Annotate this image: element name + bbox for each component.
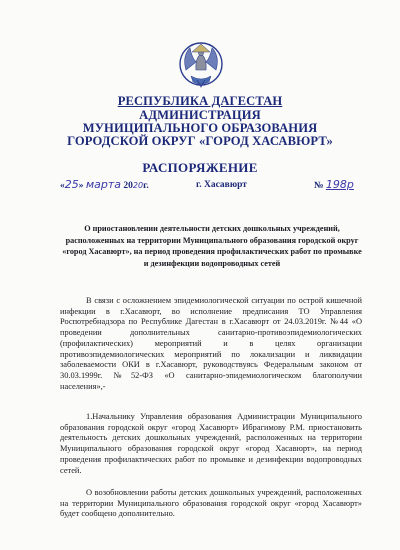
document-title: О приостановлении деятельности детских дошкольных учреждений, расположенных на территории Муниципального образования городской округ «город Хасавюрт», на период проведения профилактических работ по промывке и дезинфекции водопроводных сетей bbox=[62, 224, 362, 269]
header-administration: АДМИНИСТРАЦИЯ bbox=[139, 108, 261, 122]
date-close-quote: » bbox=[78, 181, 84, 191]
document-city: г. Хасавюрт bbox=[196, 180, 247, 190]
date-year-hand: 20 bbox=[132, 181, 144, 190]
document-type: РАСПОРЯЖЕНИЕ bbox=[142, 160, 258, 175]
dagestan-coat-of-arms-icon bbox=[178, 40, 224, 90]
header-municipal: МУНИЦИПАЛЬНОГО ОБРАЗОВАНИЯ bbox=[82, 121, 318, 135]
date-open-quote: « bbox=[60, 181, 65, 191]
date-day: 25 bbox=[64, 178, 79, 191]
date-month: марта bbox=[85, 178, 122, 191]
date-year: 20 bbox=[123, 181, 133, 191]
number-value: 198р bbox=[325, 178, 354, 191]
header-district: ГОРОДСКОЙ ОКРУГ «ГОРОД ХАСАВЮРТ» bbox=[67, 134, 333, 148]
paragraph-resumption: О возобновлении работы детских дошкольных учреждений, расположенных на территории Муниципального образования городской округ «город Хасавюрт» будет сообщено дополнительно. bbox=[60, 488, 362, 519]
paragraph-preamble: В связи с осложнением эпидемиологической ситуации по острой кишечной инфекции в г.Хасавюрт, во исполнение предписания ТО Управления Роспотребнадзора по Республике Дагестан в г.Хасавюрт от 24.03.2019г. №44 «О проведении дополнительных санитарно-противоэпидемиологических (профилактических) мероприятий и в целях организации противоэпидемиологических мероприятий по локализации и ликвидации заболеваемости ОКИ в г.Хасавюрт, руководствуясь Федеральным законом от 30.03.1999г. №52-ФЗ «О санитарно-эпидемиологическом благополучии населения»,- bbox=[60, 296, 362, 391]
document-meta bbox=[60, 178, 372, 198]
document-date bbox=[60, 178, 149, 191]
number-label: № bbox=[314, 181, 324, 191]
paragraph-order-1: 1.Начальнику Управления образования Администрации Муниципального образования городской округ «город Хасавюрт» Ибрагимову Р.М. приостановить деятельность детских дошкольных учреждений, расположенных на территории Муниципального образования городской округ «город Хасавюрт», на период проведения профилактических работ по промывке и дезинфекции водопроводных сетей. bbox=[60, 412, 362, 475]
date-suffix: г. bbox=[143, 181, 149, 191]
document-number bbox=[314, 178, 354, 191]
header-republic: РЕСПУБЛИКА ДАГЕСТАН bbox=[117, 94, 283, 108]
